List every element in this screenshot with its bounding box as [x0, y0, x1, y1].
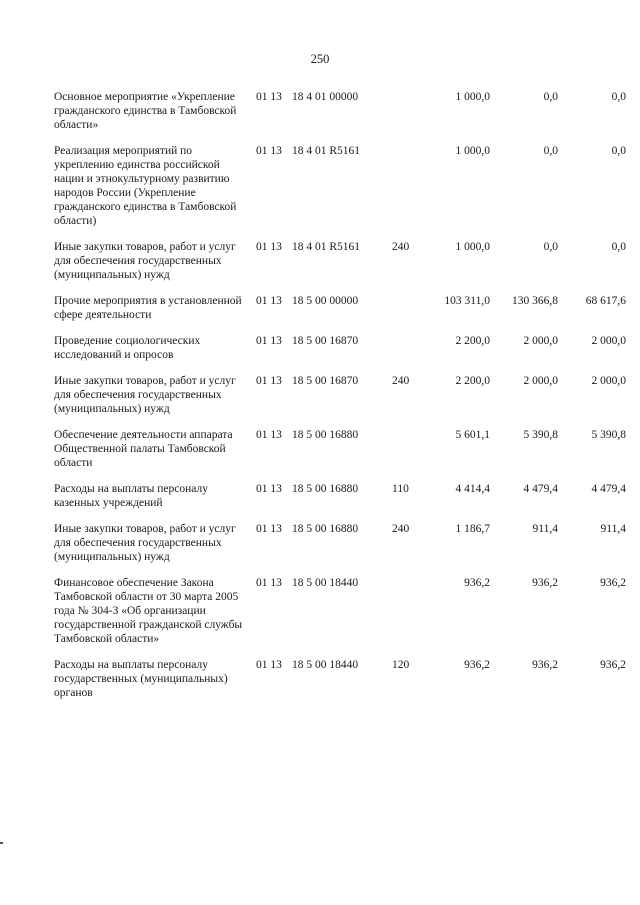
row-section-text: 01 13: [256, 577, 282, 589]
row-code-cell: [292, 294, 392, 334]
row-value-1-cell: [422, 144, 490, 240]
row-section-cell: [254, 294, 292, 334]
row-value-3-cell: [558, 658, 626, 712]
row-name-cell: [54, 294, 254, 334]
row-section-cell: [254, 334, 292, 374]
row-code-text: 18 5 00 16880: [292, 483, 359, 495]
row-value-3-cell: [558, 522, 626, 576]
row-type-text: 120: [392, 659, 410, 671]
row-name-text: Обеспечение деятельности аппарата Общественной палаты Тамбовской области: [54, 429, 233, 469]
row-value-1-text: 1 186,7: [455, 523, 490, 535]
row-value-3-text: 911,4: [600, 523, 626, 535]
row-section-text: 01 13: [256, 659, 282, 671]
row-section-cell: [254, 428, 292, 482]
row-code-text: 18 5 00 00000: [292, 295, 359, 307]
row-type-cell: [392, 374, 422, 428]
row-value-2-text: 911,4: [532, 523, 558, 535]
row-name-cell: [54, 658, 254, 712]
row-code-text: 18 5 00 16870: [292, 335, 359, 347]
row-code-cell: [292, 240, 392, 294]
row-value-3-cell: [558, 576, 626, 658]
row-value-2-cell: [490, 374, 558, 428]
table-row: [54, 428, 626, 482]
row-code-text: 18 5 00 16870: [292, 375, 359, 387]
row-section-cell: [254, 144, 292, 240]
row-type-text: 110: [392, 483, 409, 495]
table-row: [54, 240, 626, 294]
row-value-2-text: 0,0: [543, 91, 558, 103]
row-name-cell: [54, 374, 254, 428]
row-section-cell: [254, 522, 292, 576]
row-value-2-cell: [490, 482, 558, 522]
row-type-text: 240: [392, 375, 410, 387]
row-value-3-cell: [558, 374, 626, 428]
row-name-text: Расходы на выплаты персоналу государственных (муниципальных) органов: [54, 659, 228, 699]
row-code-cell: [292, 90, 392, 144]
row-section-cell: [254, 576, 292, 658]
row-code-cell: [292, 576, 392, 658]
row-value-3-text: 5 390,8: [591, 429, 626, 441]
row-section-text: 01 13: [256, 429, 282, 441]
row-value-3-text: 4 479,4: [591, 483, 626, 495]
row-name-cell: [54, 240, 254, 294]
row-code-text: 18 5 00 18440: [292, 659, 359, 671]
row-type-cell: [392, 294, 422, 334]
row-name-text: Финансовое обеспечение Закона Тамбовской области от 30 марта 2005 года № 304-З «Об организации государственной гражданской службы Тамбовской области»: [54, 577, 243, 645]
row-value-3-text: 68 617,6: [585, 295, 626, 307]
row-type-cell: [392, 428, 422, 482]
row-section-text: 01 13: [256, 91, 282, 103]
row-code-text: 18 4 01 R5161: [292, 145, 361, 157]
row-value-3-text: 2 000,0: [591, 375, 626, 387]
table-row: [54, 90, 626, 144]
row-type-cell: [392, 90, 422, 144]
table-row: [54, 144, 626, 240]
table-row: [54, 294, 626, 334]
row-section-text: 01 13: [256, 483, 282, 495]
table-row: [54, 576, 626, 658]
row-type-cell: [392, 334, 422, 374]
row-type-text: 240: [392, 241, 410, 253]
row-value-3-cell: [558, 144, 626, 240]
row-name-cell: [54, 576, 254, 658]
table-row: [54, 482, 626, 522]
row-section-cell: [254, 374, 292, 428]
row-value-2-text: 936,2: [532, 659, 558, 671]
row-type-cell: [392, 482, 422, 522]
table-row: [54, 334, 626, 374]
row-name-text: Иные закупки товаров, работ и услуг для обеспечения государственных (муниципальных) нужд: [54, 523, 236, 563]
row-section-text: 01 13: [256, 241, 282, 253]
row-value-3-cell: [558, 240, 626, 294]
row-value-2-cell: [490, 334, 558, 374]
row-name-cell: [54, 428, 254, 482]
row-value-1-cell: [422, 576, 490, 658]
row-name-cell: [54, 334, 254, 374]
row-code-cell: [292, 658, 392, 712]
row-section-text: 01 13: [256, 375, 282, 387]
row-value-1-text: 1 000,0: [455, 145, 490, 157]
row-section-cell: [254, 240, 292, 294]
row-name-text: Иные закупки товаров, работ и услуг для обеспечения государственных (муниципальных) нужд: [54, 375, 236, 415]
table-body: [54, 90, 626, 712]
row-name-text: Иные закупки товаров, работ и услуг для обеспечения государственных (муниципальных) нужд: [54, 241, 236, 281]
row-name-text: Реализация мероприятий по укреплению единства российской нации и этнокультурному развитию народов России (Укрепление гражданского единства в Тамбовской области): [54, 145, 237, 227]
row-value-1-text: 936,2: [464, 659, 490, 671]
row-type-text: 240: [392, 523, 410, 535]
row-value-3-cell: [558, 294, 626, 334]
row-value-3-text: 0,0: [611, 241, 626, 253]
row-code-text: 18 5 00 16880: [292, 523, 359, 535]
row-value-2-text: 2 000,0: [523, 375, 558, 387]
row-value-2-cell: [490, 240, 558, 294]
row-value-2-text: 130 366,8: [512, 295, 558, 307]
row-value-1-cell: [422, 428, 490, 482]
row-value-1-cell: [422, 294, 490, 334]
row-value-3-text: 0,0: [611, 145, 626, 157]
row-value-1-cell: [422, 374, 490, 428]
row-value-3-cell: [558, 334, 626, 374]
row-type-cell: [392, 576, 422, 658]
row-code-cell: [292, 428, 392, 482]
table-row: [54, 658, 626, 712]
row-value-1-text: 2 200,0: [455, 335, 490, 347]
row-type-cell: [392, 144, 422, 240]
row-code-cell: [292, 522, 392, 576]
row-code-cell: [292, 144, 392, 240]
row-name-cell: [54, 522, 254, 576]
row-code-cell: [292, 374, 392, 428]
row-name-cell: [54, 144, 254, 240]
row-value-3-text: 936,2: [600, 659, 626, 671]
row-value-3-text: 2 000,0: [591, 335, 626, 347]
row-value-3-text: 0,0: [611, 91, 626, 103]
row-value-2-text: 0,0: [543, 241, 558, 253]
row-value-1-text: 5 601,1: [455, 429, 490, 441]
row-section-text: 01 13: [256, 295, 282, 307]
row-name-cell: [54, 482, 254, 522]
row-value-2-cell: [490, 144, 558, 240]
row-value-1-cell: [422, 90, 490, 144]
row-value-3-text: 936,2: [600, 577, 626, 589]
row-name-text: Основное мероприятие «Укрепление гражданского единства в Тамбовской области»: [54, 91, 237, 131]
budget-table: [54, 90, 626, 712]
margin-mark: [0, 842, 3, 844]
row-value-1-cell: [422, 240, 490, 294]
table-row: [54, 374, 626, 428]
row-code-text: 18 5 00 16880: [292, 429, 359, 441]
row-value-2-cell: [490, 90, 558, 144]
row-value-2-cell: [490, 294, 558, 334]
row-section-text: 01 13: [256, 145, 282, 157]
row-value-1-cell: [422, 658, 490, 712]
page-number: 250: [310, 52, 330, 66]
row-type-cell: [392, 240, 422, 294]
row-value-1-text: 4 414,4: [455, 483, 490, 495]
row-value-2-cell: [490, 428, 558, 482]
row-value-2-text: 5 390,8: [523, 429, 558, 441]
row-value-1-cell: [422, 334, 490, 374]
row-value-2-cell: [490, 522, 558, 576]
row-name-text: Расходы на выплаты персоналу казенных учреждений: [54, 483, 208, 509]
table-row: [54, 522, 626, 576]
row-value-2-text: 936,2: [532, 577, 558, 589]
row-value-1-cell: [422, 482, 490, 522]
row-code-text: 18 4 01 00000: [292, 91, 359, 103]
row-value-3-cell: [558, 90, 626, 144]
row-value-1-text: 1 000,0: [455, 91, 490, 103]
row-code-cell: [292, 482, 392, 522]
row-value-3-cell: [558, 482, 626, 522]
row-name-text: Прочие мероприятия в установленной сфере деятельности: [54, 295, 242, 321]
row-value-1-text: 103 311,0: [444, 295, 490, 307]
row-section-cell: [254, 482, 292, 522]
row-section-cell: [254, 90, 292, 144]
row-value-2-text: 2 000,0: [523, 335, 558, 347]
row-section-text: 01 13: [256, 335, 282, 347]
row-code-text: 18 5 00 18440: [292, 577, 359, 589]
row-code-text: 18 4 01 R5161: [292, 241, 361, 253]
row-value-3-cell: [558, 428, 626, 482]
row-value-1-text: 936,2: [464, 577, 490, 589]
row-section-text: 01 13: [256, 523, 282, 535]
row-value-1-text: 1 000,0: [455, 241, 490, 253]
row-value-2-cell: [490, 576, 558, 658]
row-type-cell: [392, 522, 422, 576]
row-value-1-cell: [422, 522, 490, 576]
row-name-text: Проведение социологических исследований и опросов: [54, 335, 201, 361]
row-section-cell: [254, 658, 292, 712]
row-code-cell: [292, 334, 392, 374]
row-name-cell: [54, 90, 254, 144]
row-value-2-text: 0,0: [543, 145, 558, 157]
row-value-1-text: 2 200,0: [455, 375, 490, 387]
row-type-cell: [392, 658, 422, 712]
row-value-2-text: 4 479,4: [523, 483, 558, 495]
row-value-2-cell: [490, 658, 558, 712]
